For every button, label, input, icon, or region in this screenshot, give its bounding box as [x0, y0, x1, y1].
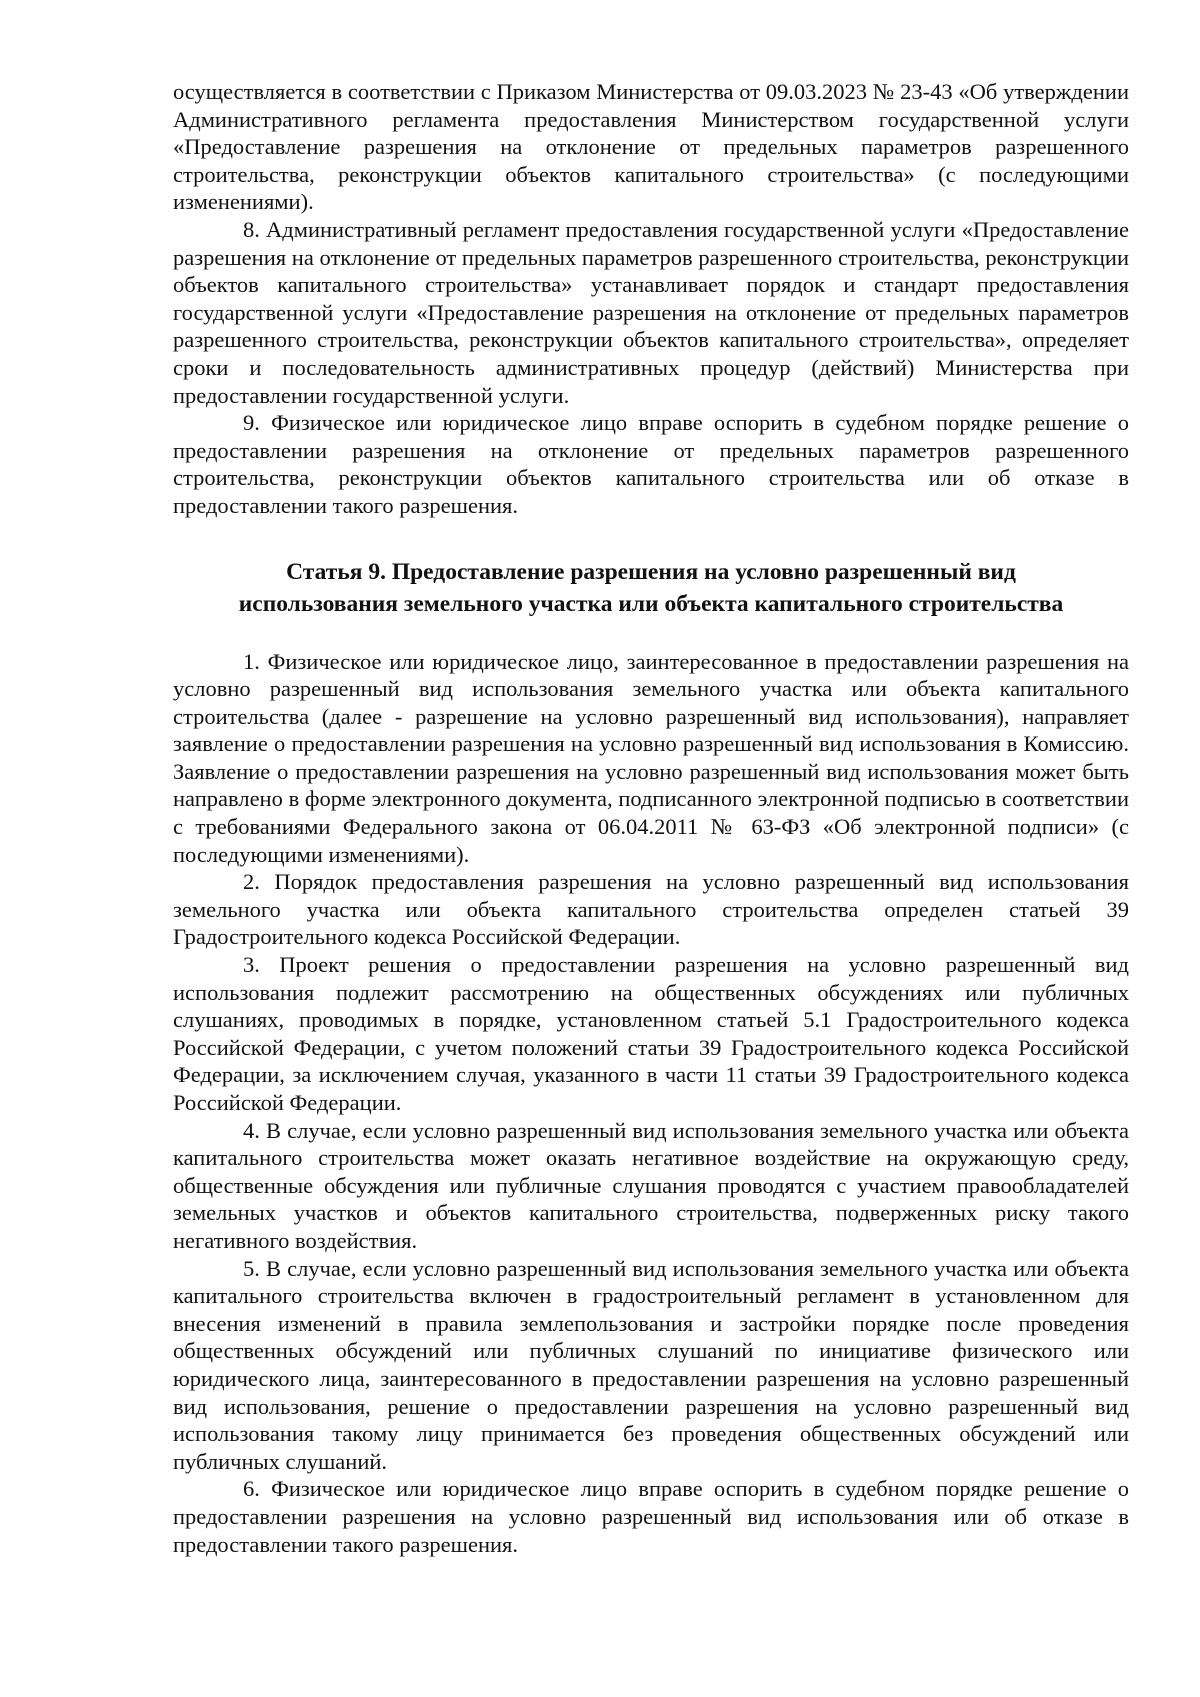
article-paragraph-6: 6. Физическое или юридическое лицо вправе оспорить в судебном порядке решение о предоставлении разрешения на условно разрешенный вид использования или об отказе в предоставлении такого разрешения. [173, 1476, 1129, 1557]
article-heading-line-1: Статья 9. Предоставление разрешения на условно разрешенный вид [286, 558, 1016, 585]
article-paragraph-5: 5. В случае, если условно разрешенный вид использования земельного участка или объекта капитального строительства включен в градостроительный регламент в установленном для внесения изменений в правила землепользования и застройки порядке после проведения общественных обсуждений или публичных слушаний по инициативе физического или юридического лица, заинтересованного в предоставлении разрешения на условно разрешенный вид использования, решение о предоставлении разрешения на условно разрешенный вид использования такому лицу принимается без проведения общественных обсуждений или публичных слушаний. [173, 1255, 1129, 1474]
article-paragraph-4: 4. В случае, если условно разрешенный вид использования земельного участка или объекта капитального строительства может оказать негативное воздействие на окружающую среду, общественные обсуждения или публичные слушания проводятся с участием правообладателей земельных участков и объектов капитального строительства, подверженных риску такого негативного воздействия. [173, 1117, 1129, 1253]
intro-paragraph-continuation: осуществляется в соответствии с Приказом Министерства от 09.03.2023 № 23-43 «Об утверждении Административного регламента предоставления Министерством государственной услуги «Предоставление разрешения на отклонение от предельных параметров разрешенного строительства, реконструкции объектов капитального строительства» (с последующими изменениями). [173, 79, 1129, 215]
article-paragraph-1: 1. Физическое или юридическое лицо, заинтересованное в предоставлении разрешения на условно разрешенный вид использования земельного участка или объекта капитального строительства (далее - разрешение на условно разрешенный вид использования), направляет заявление о предоставлении разрешения на условно разрешенный вид использования в Комиссию. Заявление о предоставлении разрешения на условно разрешенный вид использования может быть направлено в форме электронного документа, подписанного электронной подписью в соответствии с требованиями Федерального закона от 06.04.2011 № 63-ФЗ «Об электронной подписи» (с последующими изменениями). [173, 648, 1129, 867]
intro-paragraph-8: 8. Административный регламент предоставления государственной услуги «Предоставление разрешения на отклонение от предельных параметров разрешенного строительства, реконструкции объектов капитального строительства» устанавливает порядок и стандарт предоставления государственной услуги «Предоставление разрешения на отклонение от предельных параметров разрешенного строительства, реконструкции объектов капитального строительства», определяет сроки и последовательность административных процедур (действий) Министерства при предоставлении государственной услуги. [173, 216, 1129, 408]
article-paragraph-3: 3. Проект решения о предоставлении разрешения на условно разрешенный вид использования подлежит рассмотрению на общественных обсуждениях или публичных слушаниях, проводимых в порядке, установленном статьей 5.1 Градостроительного кодекса Российской Федерации, с учетом положений статьи 39 Градостроительного кодекса Российской Федерации, за исключением случая, указанного в части 11 статьи 39 Градостроительного кодекса Российской Федерации. [173, 952, 1129, 1115]
document-page [173, 78, 1129, 1558]
article-paragraph-2: 2. Порядок предоставления разрешения на условно разрешенный вид использования земельного участка или объекта капитального строительства определен статьей 39 Градостроительного кодекса Российской Федерации. [173, 869, 1129, 950]
article-heading-line-2: использования земельного участка или объекта капитального строительства [238, 590, 1064, 617]
intro-paragraph-9: 9. Физическое или юридическое лицо вправе оспорить в судебном порядке решение о предоставлении разрешения на отклонение от предельных параметров разрешенного строительства, реконструкции объектов капитального строительства или об отказе в предоставлении такого разрешения. [173, 410, 1129, 518]
article-heading [173, 556, 1129, 620]
